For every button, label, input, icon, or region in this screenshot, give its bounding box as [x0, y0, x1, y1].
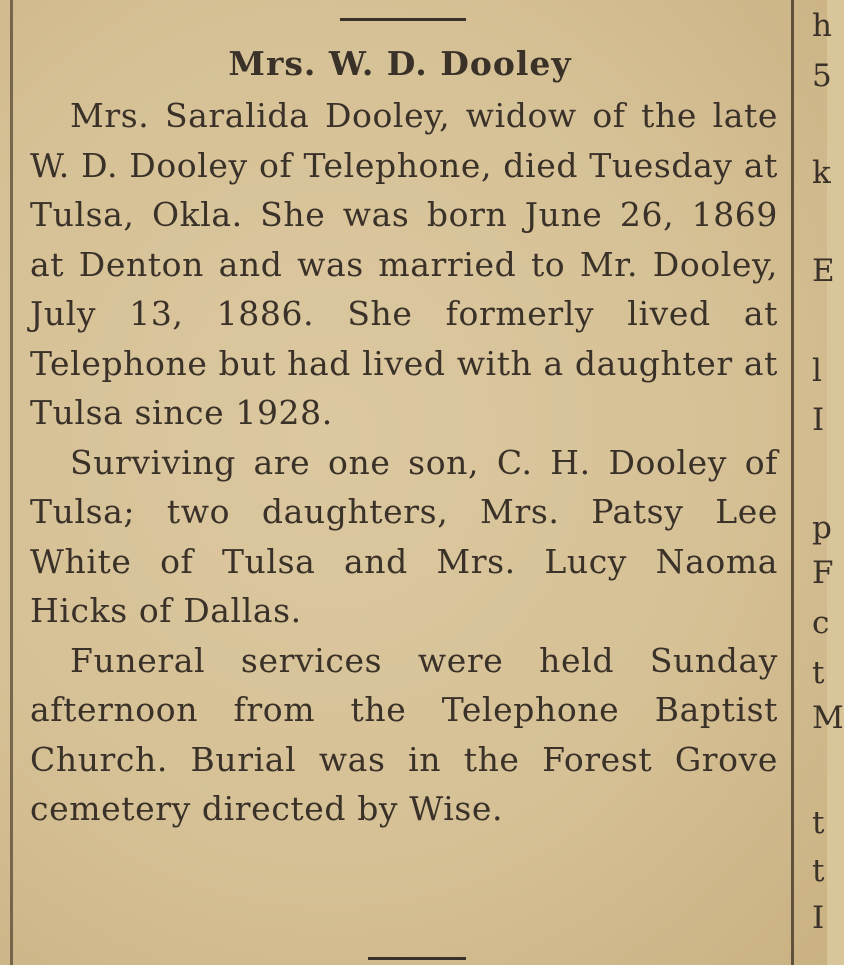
column-rule-right: [791, 0, 794, 965]
fragment: 5: [812, 58, 832, 94]
fragment: t: [812, 853, 825, 889]
separator-dash-bottom: [368, 957, 466, 960]
fragment: I: [812, 900, 825, 936]
fragment: h: [812, 8, 832, 44]
fragment: t: [812, 805, 825, 841]
fragment: k: [812, 155, 831, 191]
column-rule-left: [10, 0, 13, 965]
paragraph-survivors: Surviving are one son, C. H. Dooley of Tulsa; two daughters, Mrs. Patsy Lee White of Tulsa and Mrs. Lucy Naoma Hicks of Dallas.: [30, 442, 778, 630]
fragment: p: [812, 510, 832, 546]
adjacent-column-fragments: [812, 0, 842, 965]
paragraph-funeral: Funeral services were held Sunday afternoon from the Telephone Baptist Church. Burial was in the Forest Grove cemetery directed by Wise.: [30, 640, 778, 828]
obituary-body: [30, 91, 778, 834]
fragment: I: [812, 402, 825, 438]
fragment: M: [812, 700, 844, 736]
fragment: E: [812, 253, 835, 289]
fragment: t: [812, 655, 825, 691]
paragraph-death-notice: Mrs. Saralida Dooley, widow of the late W. D. Dooley of Telephone, died Tuesday at Tulsa, Okla. She was born June 26, 1869 at Denton and was married to Mr. Dooley, July 13, 1886. She formerly lived at Telephone but had lived with a daughter at Tulsa since 1928.: [30, 96, 778, 432]
fragment: F: [812, 555, 834, 591]
fragment: l: [812, 353, 822, 389]
obituary-headline: Mrs. W. D. Dooley: [228, 44, 572, 83]
separator-dash-top: [340, 18, 466, 21]
fragment: c: [812, 605, 830, 641]
